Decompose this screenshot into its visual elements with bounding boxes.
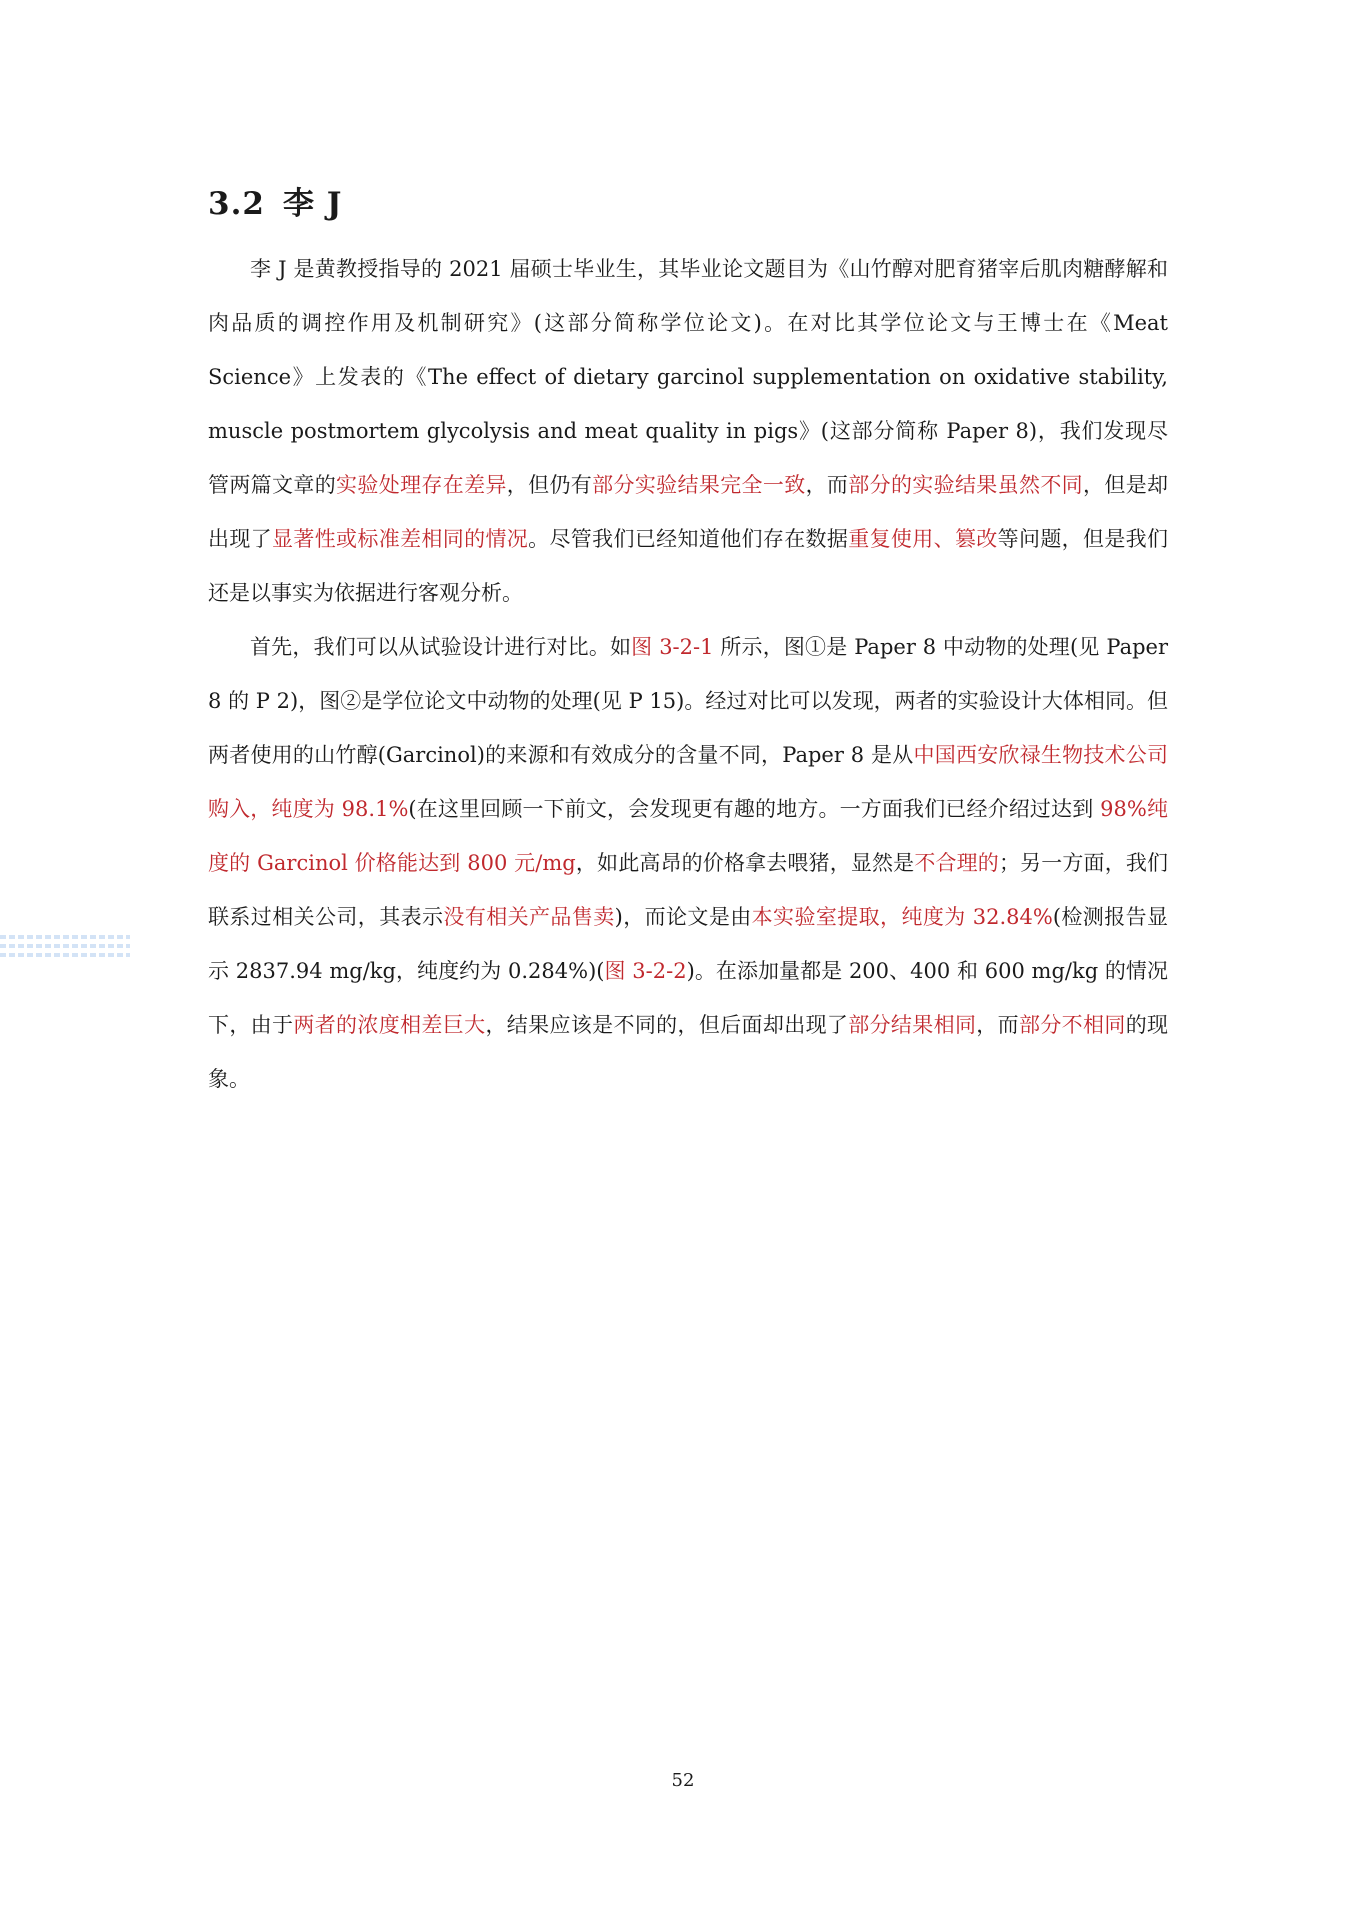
text-run: 。尽管我们已经知道他们存在数据 <box>528 527 849 551</box>
highlighted-text: 图 3-2-1 <box>631 635 714 659</box>
scan-artifact <box>0 930 130 972</box>
highlighted-text: 两者的浓度相差巨大 <box>293 1013 486 1037</box>
paragraph <box>208 620 1168 1106</box>
highlighted-text: 部分不相同 <box>1018 1013 1126 1037</box>
highlighted-text: 实验处理存在差异 <box>336 473 507 497</box>
highlighted-text: 图 3-2-2 <box>604 959 687 983</box>
highlighted-text: 部分实验结果完全一致 <box>592 473 806 497</box>
text-run: ，但是却出现了 <box>208 473 1169 551</box>
section-heading <box>208 178 342 223</box>
text-run: 首先，我们可以从试验设计进行对比。如 <box>250 635 632 659</box>
section-title: 李 J <box>282 186 343 222</box>
text-run: ；另一方面，我们联系过相关公司，其表示 <box>208 851 1169 929</box>
text-run: (检测报告显示 2837.94 mg/kg，纯度约为 0.284%)( <box>208 905 1169 983</box>
highlighted-text: 重复使用、篡改 <box>848 527 998 551</box>
text-run: 的现象。 <box>208 1013 1169 1091</box>
text-run: 所示，图①是 Paper 8 中动物的处理(见 Paper 8 的 P 2)，图②是学位论文中动物的处理(见 P 15)。经过对比可以发现，两者的实验设计大体相同。但两者使用的山竹醇(Garcinol)的来源和有效成分的含量不同，Paper 8 是从 <box>208 635 1168 767</box>
text-run: 等问题，但是我们还是以事实为依据进行客观分析。 <box>208 527 1169 605</box>
text-run: (在这里回顾一下前文，会发现更有趣的地方。一方面我们已经介绍过达到 <box>408 797 1101 821</box>
highlighted-text: 98%纯度的 Garcinol 价格能达到 800 元/mg <box>208 797 1168 875</box>
highlighted-text: 本实验室提取，纯度为 32.84% <box>751 905 1053 929</box>
text-run: ，结果应该是不同的，但后面却出现了 <box>485 1013 849 1037</box>
highlighted-text: 显著性或标准差相同的情况 <box>272 527 529 551</box>
paragraph <box>208 242 1168 620</box>
highlighted-text: 中国西安欣禄生物技术公司购入，纯度为 98.1% <box>208 743 1168 821</box>
highlighted-text: 部分的实验结果虽然不同 <box>848 473 1084 497</box>
text-run: ，而 <box>976 1013 1019 1037</box>
body-text <box>208 242 1168 1106</box>
text-run: ，如此高昂的价格拿去喂猪，显然是 <box>575 851 915 875</box>
page-number: 52 <box>671 1770 695 1791</box>
section-number: 3.2 <box>208 186 265 222</box>
highlighted-text: 部分结果相同 <box>848 1013 977 1037</box>
highlighted-text: 没有相关产品售卖 <box>443 905 615 929</box>
text-run: ，而 <box>805 473 849 497</box>
text-run: ，但仍有 <box>506 473 593 497</box>
highlighted-text: 不合理的 <box>914 851 999 875</box>
text-run: )，而论文是由 <box>614 905 752 929</box>
text-run: 李 J 是黄教授指导的 2021 届硕士毕业生，其毕业论文题目为《山竹醇对肥育猪宰后肌肉糖酵解和肉品质的调控作用及机制研究》(这部分简称学位论文)。在对比其学位论文与王博士在《Meat Science》上发表的《The effect of dietary garcinol supplementation on oxidative stability, muscle postmortem glycolysis and meat quality in pigs》(这部分简称 Paper 8)，我们发现尽管两篇文章的 <box>208 257 1168 497</box>
text-run: )。在添加量都是 200、400 和 600 mg/kg 的情况下，由于 <box>208 959 1168 1037</box>
